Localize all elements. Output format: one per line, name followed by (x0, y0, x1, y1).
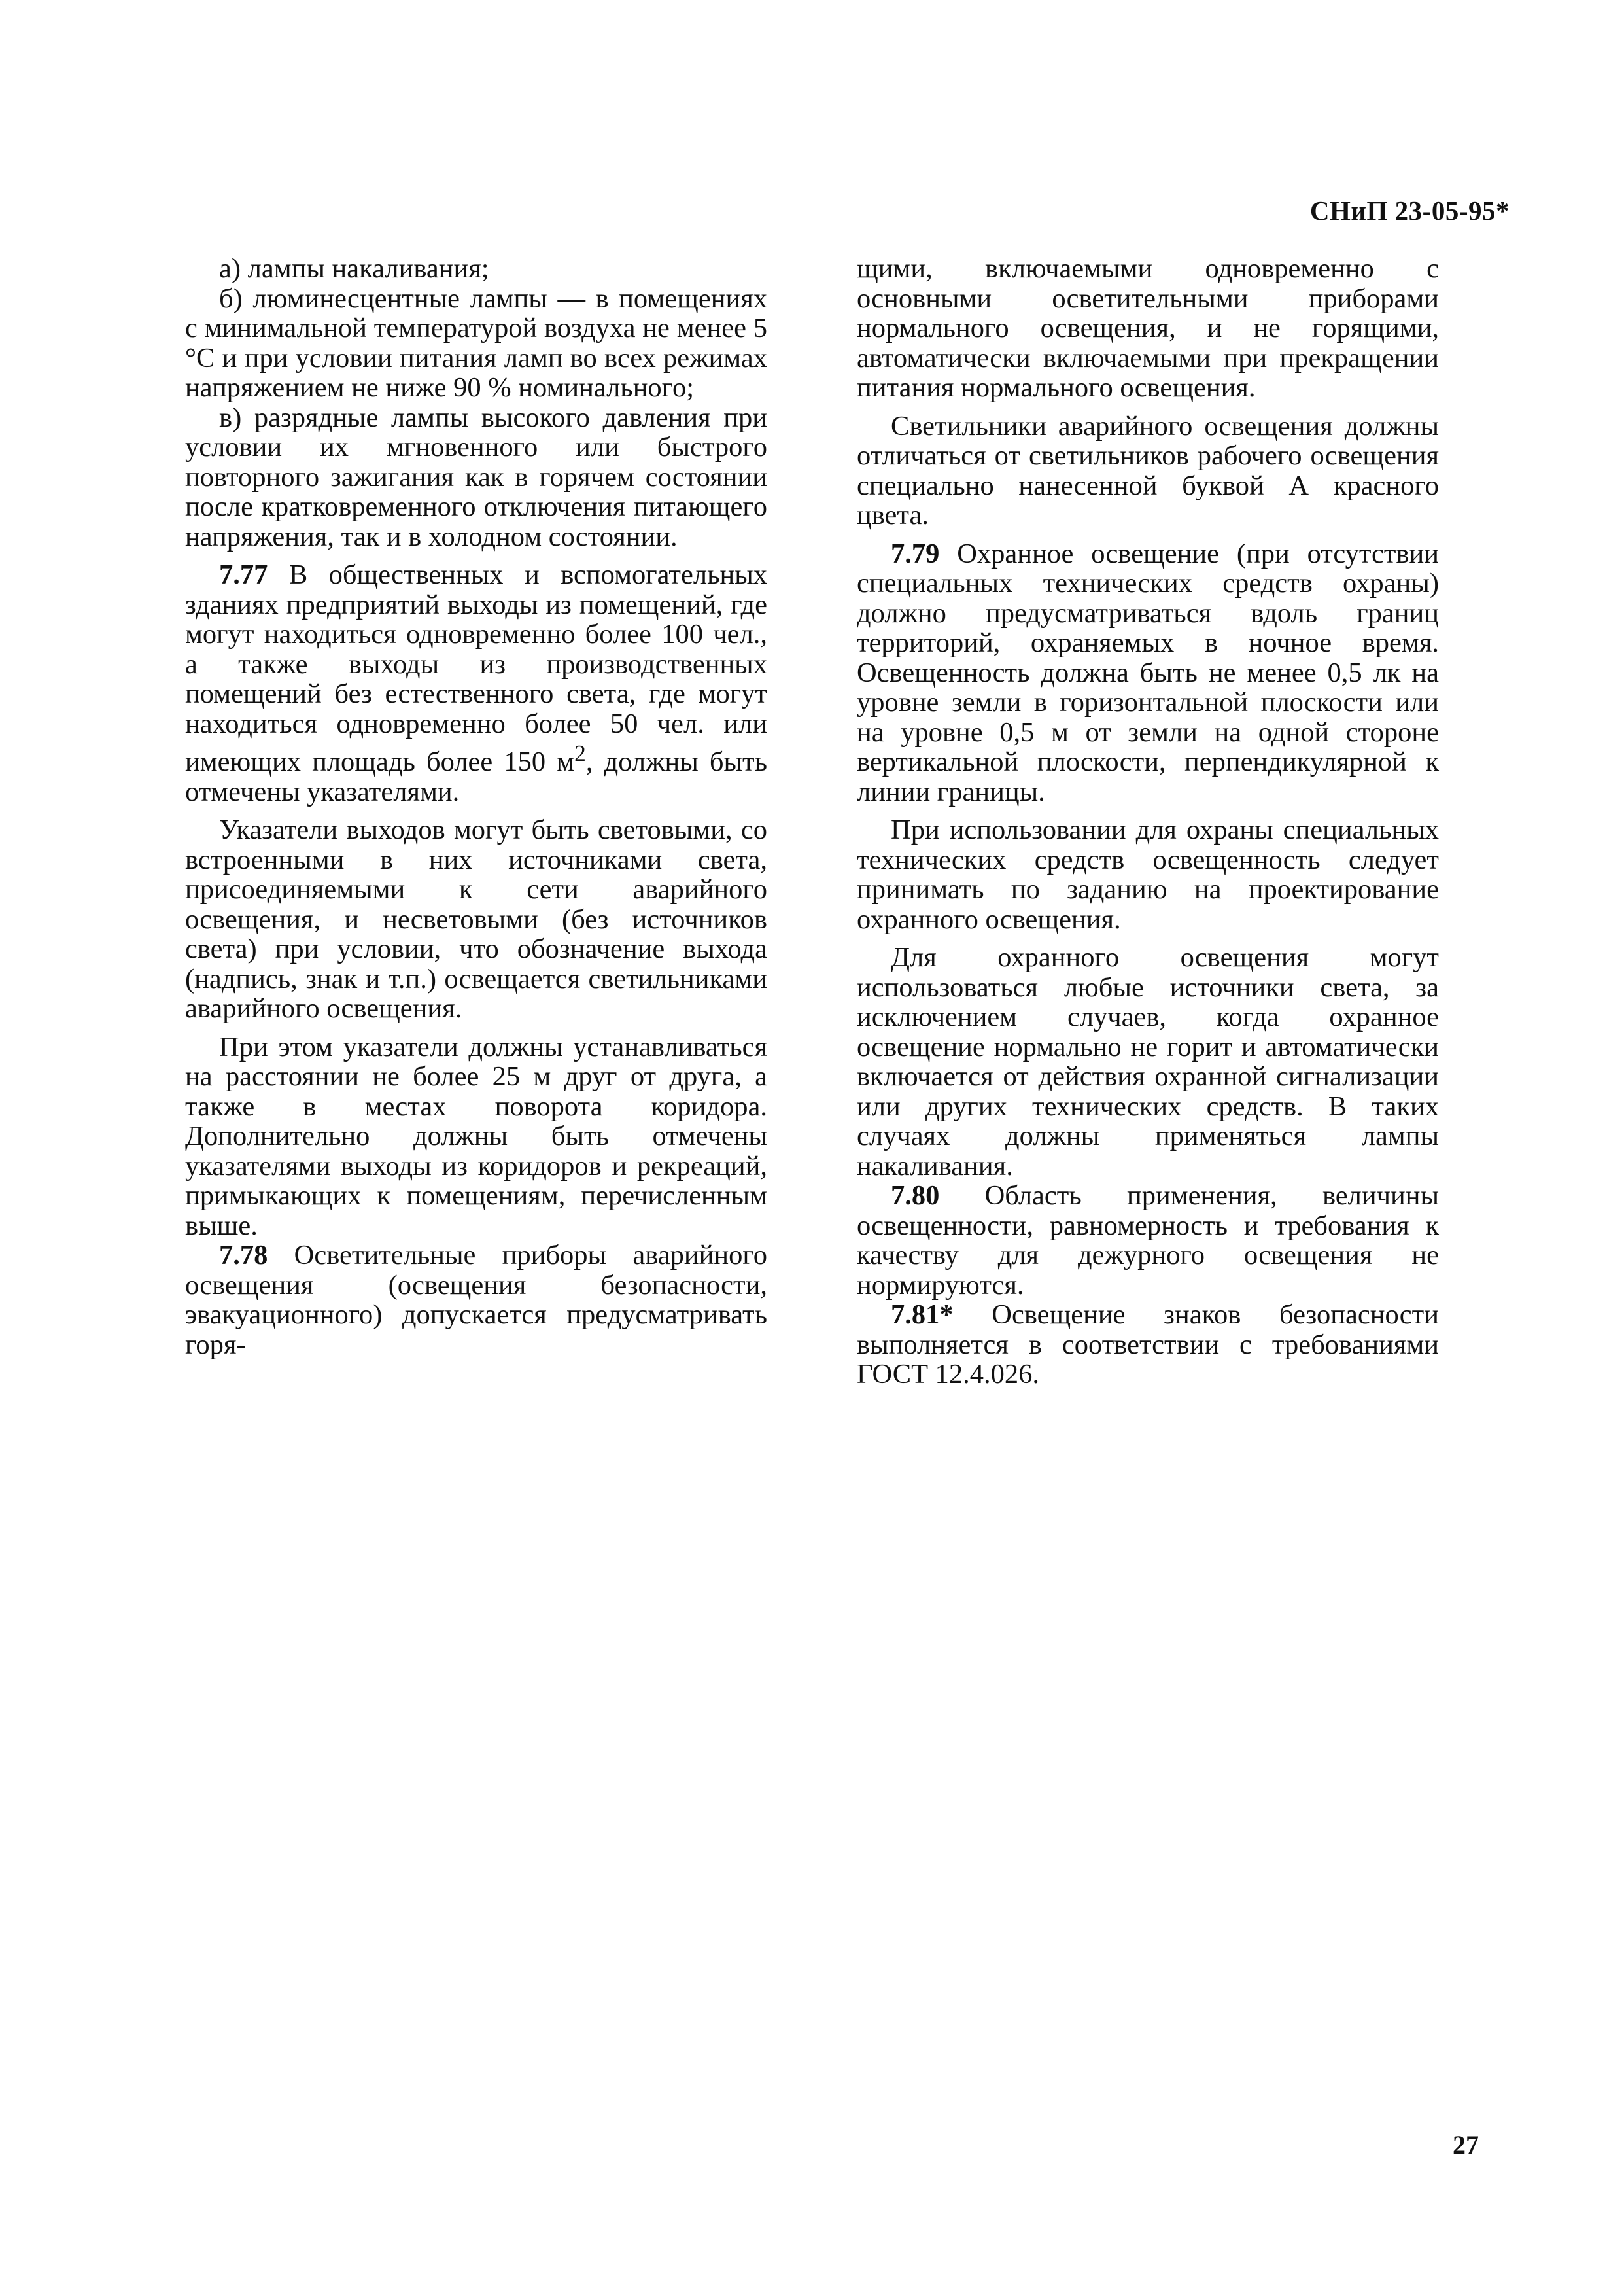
document-code: СНиП 23-05-95* (1309, 196, 1510, 226)
paragraph-continuation: щими, включаемыми одновременно с основными осветительными приборами нормального освещения, и не горящими, автоматически включаемыми при прекращении питания нормального освещения. (857, 253, 1439, 403)
clause-text: , должны быть отмечены указателями. (185, 746, 767, 807)
clause-7-81 (857, 1300, 1439, 1390)
paragraph-emergency-luminaires: Светильники аварийного освещения должны отличаться от светильников рабочего освещения специально нанесенной буквой А красного цвета. (857, 410, 1439, 531)
clause-number: 7.80 (891, 1180, 940, 1211)
clause-text: В общественных и вспомогательных зданиях предприятий выходы из помещений, где могут находиться одновременно более 100 чел., а также выходы из производственных помещений без естественного света, где могут находиться одновременно более 50 чел. или имеющих площадь более 150 м (185, 559, 767, 778)
list-item-discharge: в) разрядные лампы высокого давления при условии их мгновенного или быстрого повторного зажигания как в горячем состоянии после кратковременного отключения питающего напряжения, так и в холодном состоянии. (185, 402, 767, 552)
clause-text: Освещение знаков безопасности выполняется в соответствии с требованиями ГОСТ 12.4.026. (857, 1299, 1439, 1390)
clause-text: Область применения, величины освещенности, равномерность и требования к качеству для дежурного освещения не нормируются. (857, 1180, 1439, 1301)
clause-number: 7.78 (219, 1240, 268, 1271)
clause-number: 7.77 (219, 559, 268, 590)
clause-7-80 (857, 1181, 1439, 1300)
clause-7-77 (185, 560, 767, 807)
clause-number: 7.81* (891, 1299, 954, 1330)
list-item-incandescent: а) лампы накаливания; (219, 253, 489, 284)
right-text-column (857, 254, 1439, 1398)
clause-7-79 (857, 539, 1439, 807)
paragraph-light-sources: Для охранного освещения могут использоваться любые источники света, за исключением случаев, когда охранное освещение нормально не горит и автоматически включается от действия охранной сигнализации или других технических средств. В таких случаях должны применяться лампы накаливания. (857, 942, 1439, 1182)
left-text-column (185, 254, 767, 1368)
paragraph-sign-placement: При этом указатели должны устанавливаться на расстоянии не более 25 м друг от друга, а также в местах поворота коридора. Дополнительно должны быть отмечены указателями выходы из коридоров и рекреаций, примыкающих к помещениям, перечисленным выше. (185, 1031, 767, 1241)
paragraph-exit-signs: Указатели выходов могут быть световыми, со встроенными в них источниками света, присоединяемыми к сети аварийного освещения, и несветовыми (без источников света) при условии, что обозначение выхода (надпись, знак и т.п.) освещается светильниками аварийного освещения. (185, 815, 767, 1025)
paragraph-security-equipment: При использовании для охраны специальных технических средств освещенность следует принимать по заданию на проектирование охранного освещения. (857, 815, 1439, 935)
page-number: 27 (1453, 2130, 1479, 2160)
clause-number: 7.79 (891, 538, 940, 569)
clause-7-78 (185, 1240, 767, 1359)
clause-text: Осветительные приборы аварийного освещения (освещения безопасности, эвакуационного) допускается предусматривать горя- (185, 1240, 767, 1360)
list-item-fluorescent: б) люминесцентные лампы — в помещениях с минимальной температурой воздуха не менее 5 °С и при условии питания ламп во всех режимах напряжением не ниже 90 % номинального; (185, 283, 767, 403)
superscript: 2 (574, 740, 586, 766)
clause-text: Охранное освещение (при отсутствии специальных технических средств охраны) должно предусматриваться вдоль границ территорий, охраняемых в ночное время. Освещенность должна быть не менее 0,5 лк на уровне земли в горизонтальной плоскости или на уровне 0,5 м от земли на одной стороне вертикальной плоскости, перпендикулярной к линии границы. (857, 538, 1439, 807)
